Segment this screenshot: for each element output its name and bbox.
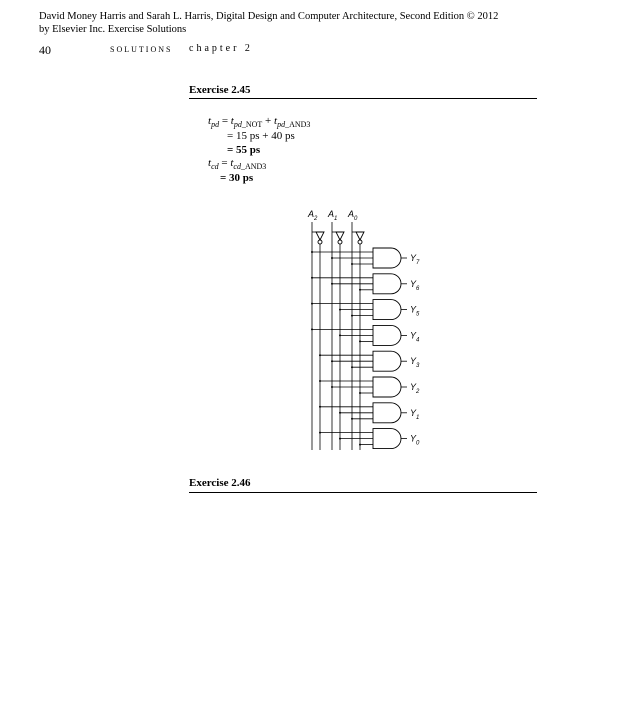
header-publisher: by Elsevier Inc. Exercise Solutions [39,24,187,35]
inverter-symbol [356,232,364,240]
and-gate-y2 [373,377,401,397]
inverter-symbol [336,232,344,240]
equation-tpd-result: = 55 ps [227,144,261,156]
output-label-y3: $Y_3$ [410,356,420,370]
equation-tpd-values: = 15 ps + 40 ps [227,130,295,142]
and-gate-y0 [373,429,401,449]
input-label-a2: $A_2$ [308,209,318,222]
equation-tcd-result: = 30 ps [220,172,254,184]
output-label-y2: $Y_2$ [410,382,420,395]
and-gate-y1 [373,403,401,423]
inverter-bubble [338,240,342,244]
and-gate-y5 [373,300,401,320]
output-label-y0: $Y_0$ [410,433,420,447]
exercise-2-46-title: Exercise 2.46 [189,477,251,489]
equation-tpd: $t_{pd} = t_{pd\_NOT} + t_{pd\_AND3}$ [208,115,311,130]
output-label-y5: $Y_5$ [410,304,420,318]
input-label-a1: $A_1$ [328,209,338,222]
equation-tcd: $t_{cd} = t_{cd\_AND3}$ [208,157,267,172]
output-label-y7: $Y_7$ [410,253,420,266]
output-label-y6: $Y_6$ [410,278,420,292]
header-citation: David Money Harris and Sarah L. Harris, Digital Design and Computer Architecture, Second Edition © 2012 [39,11,499,22]
output-label-y4: $Y_4$ [410,330,420,344]
solutions-label: SOLUTIONS [110,45,173,54]
input-label-a0: $A_0$ [348,209,358,222]
inverter-bubble [318,240,322,244]
and-gate-y6 [373,274,401,294]
and-gate-y4 [373,325,401,345]
chapter-label: chapter 2 [189,43,253,54]
inverter-bubble [358,240,362,244]
exercise-2-46-rule [189,492,537,493]
and-gate-y7 [373,248,401,268]
inverter-symbol [316,232,324,240]
and-gate-y3 [373,351,401,371]
page-number: 40 [39,43,51,57]
output-label-y1: $Y_1$ [410,407,420,421]
exercise-2-45-title: Exercise 2.45 [189,84,251,96]
